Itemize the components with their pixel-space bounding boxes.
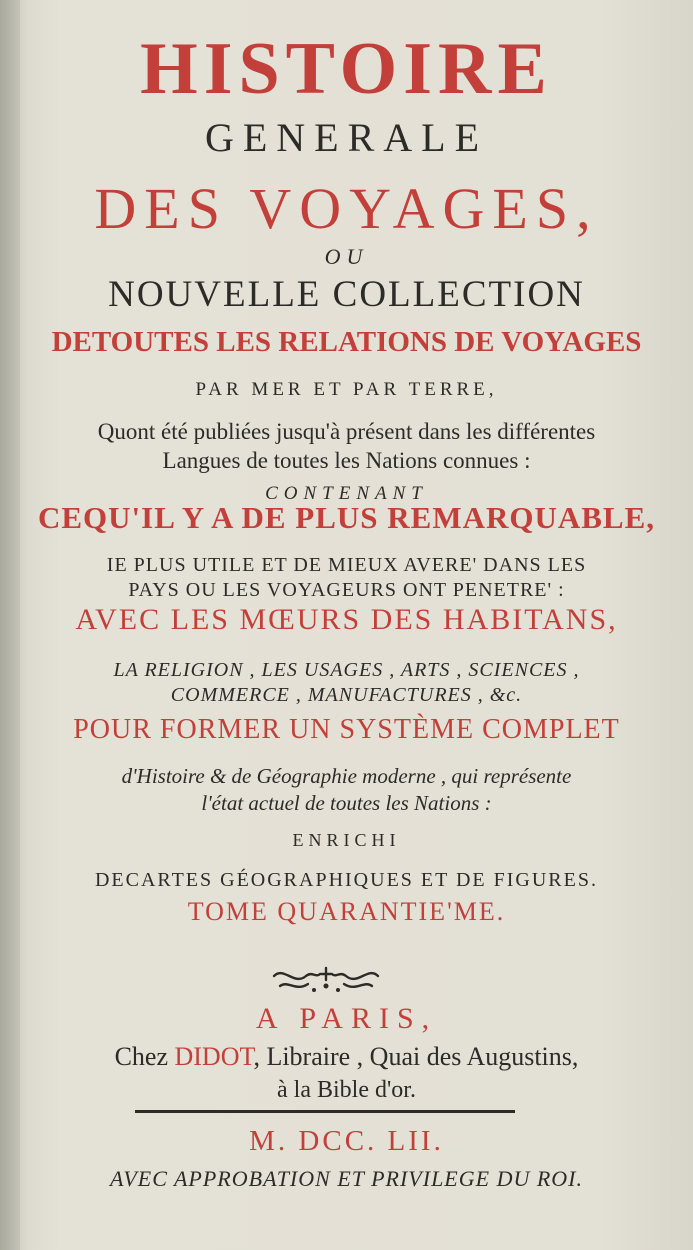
contenant-line: CONTENANT [265,483,428,504]
quont-line-2: Langues de toutes les Nations connues : [162,448,531,473]
histoire-line-2: l'état actuel de toutes les Nations : [201,791,492,815]
imprint-approbation: AVEC APPROBATION ET PRIVILEGE DU ROI. [110,1166,583,1191]
avec-moeurs-line: AVEC LES MŒURS DES HABITANS, [75,603,618,636]
plus-line-1: IE PLUS UTILE ET DE MIEUX AVERE' DANS LES [106,554,587,576]
histoire-line-1: d'Histoire & de Géographie moderne , qui représente [121,764,572,788]
enrichi-line: ENRICHI [292,830,401,850]
title-des-voyages: DES VOYAGES, [94,176,599,241]
subtitle-nouvelle-collection: NOUVELLE COLLECTION [108,274,585,315]
title-generale: GENERALE [204,115,489,160]
par-mer-line: PAR MER ET PAR TERRE, [195,379,498,400]
imprint-chez: Chez [114,1042,168,1071]
cartes-line: DECARTES GÉOGRAPHIQUES ET DE FIGURES. [94,869,598,891]
imprint-publisher: DIDOT [174,1042,254,1071]
fleuron-ornament-icon [266,962,386,1000]
book-spine-edge [0,0,20,1250]
imprint-bible: à la Bible d'or. [277,1077,416,1103]
tome-line: TOME QUARANTIE'ME. [187,897,506,926]
imprint-rule [135,1110,515,1113]
cequil-line: CEQU'IL Y A DE PLUS REMARQUABLE, [37,500,656,535]
conjunction-ou: OU [324,244,369,269]
imprint-date: M. DCC. LII. [249,1125,444,1157]
quont-line-1: Quont été publiées jusqu'à présent dans les différentes [97,419,596,444]
plus-line-2: PAYS OU LES VOYAGEURS ONT PENETRE' : [128,579,565,601]
pour-former-line: POUR FORMER UN SYSTÈME COMPLET [73,714,620,745]
imprint-chez-line [30,1044,663,1070]
title-histoire: HISTOIRE [140,28,553,110]
subtitle-relations: DETOUTES LES RELATIONS DE VOYAGES [51,326,642,358]
imprint-a-paris: A PARIS, [255,1002,438,1035]
imprint-address: , Libraire , Quai des Augustins, [253,1042,579,1071]
religion-line-2: COMMERCE , MANUFACTURES , &c. [170,684,523,706]
religion-line-1: LA RELIGION , LES USAGES , ARTS , SCIENCES , [113,659,580,681]
